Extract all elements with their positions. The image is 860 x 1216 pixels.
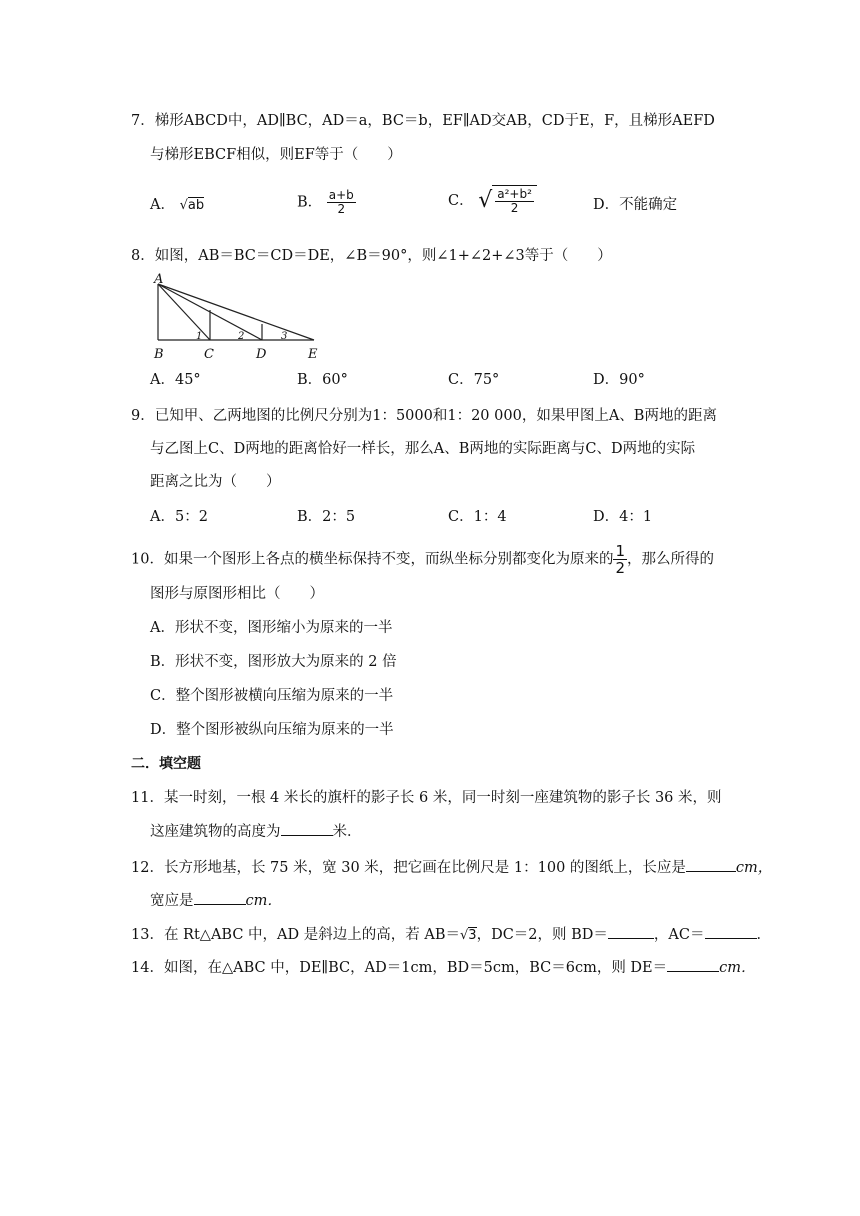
q9-option-d [593, 507, 652, 527]
q12-number: 12． [131, 860, 164, 876]
option-label: D． [593, 197, 620, 213]
q14-text-part2: cm． [719, 960, 756, 976]
q10-number: 10． [131, 551, 164, 568]
q7-option-d [593, 195, 677, 215]
q8-figure [148, 272, 328, 364]
option-label: C． [448, 193, 474, 209]
q8-line [131, 246, 612, 266]
section-title: 二．填空题 [131, 756, 201, 772]
q10-option-b [150, 652, 397, 672]
option-label: D． [593, 372, 620, 388]
q12-line1 [131, 857, 772, 878]
q10-line1 [131, 543, 714, 576]
point-label: A [154, 272, 164, 287]
q13-text-part3: ，AC＝ [653, 927, 705, 943]
q8-text: 如图，AB＝BC＝CD＝DE，∠B＝90°，则∠1+∠2+∠3等于（ ） [154, 248, 612, 264]
q7-option-b [297, 189, 356, 216]
option-content: 45° [174, 372, 201, 388]
q11-line1 [131, 788, 722, 808]
q10-option-a [150, 618, 392, 638]
q8-option-d [593, 370, 645, 390]
q7-text-line2: 与梯形EBCF相似，则EF等于（ ） [150, 147, 402, 163]
q12-text-line1a: 长方形地基，长 75 米，宽 30 米，把它画在比例尺是 1：100 的图纸上，长应是 [163, 860, 686, 876]
q7-option-c [448, 185, 537, 217]
option-label: A． [150, 620, 175, 636]
point-label: C [204, 347, 214, 362]
sqrt-expression: √ab [179, 198, 205, 213]
q14-text-part1: 如图，在△ABC 中，DE∥BC，AD＝1cm，BD＝5cm，BC＝6cm，则 DE＝ [163, 960, 668, 976]
q11-line2 [150, 821, 362, 842]
q14-number: 14． [131, 960, 164, 976]
q10-option-d [150, 720, 394, 740]
q9-text-line2: 与乙图上C、D两地的距离恰好一样长，那么A、B两地的实际距离与C、D两地的实际 [150, 441, 696, 457]
option-content: 不能确定 [619, 197, 678, 213]
option-content: 整个图形被纵向压缩为原来的一半 [176, 722, 394, 738]
answer-blank[interactable] [608, 924, 654, 939]
fraction [492, 185, 537, 217]
q7-option-a [150, 195, 204, 216]
q14-line [131, 957, 756, 978]
fraction-numerator: 1 [615, 542, 625, 560]
angle-label: 2 [238, 331, 245, 342]
point-label: E [308, 347, 318, 362]
fraction [327, 189, 356, 216]
q11-text-line1: 某一时刻，一根 4 米长的旗杆的影子长 6 米，同一时刻一座建筑物的影子长 36 米，则 [163, 790, 722, 806]
fraction-denominator: 2 [510, 201, 519, 215]
option-label: A． [150, 509, 175, 525]
q8-number: 8． [131, 248, 155, 264]
q10-text-line2: 图形与原图形相比（ ） [150, 586, 324, 602]
q9-line1 [131, 406, 717, 426]
q10-option-c [150, 686, 393, 706]
sqrt-radicand: ab [187, 198, 205, 213]
option-label: B． [297, 509, 323, 525]
q13-number: 13． [131, 927, 164, 943]
fraction [613, 543, 627, 576]
option-content: 2：5 [322, 509, 356, 525]
q13-text-part1: 在 Rt△ABC 中，AD 是斜边上的高，若 AB＝ [163, 927, 460, 943]
q13-text-part4: ． [756, 927, 771, 943]
answer-blank[interactable] [667, 957, 719, 972]
q11-number: 11． [131, 790, 164, 806]
answer-blank[interactable] [281, 821, 333, 836]
q9-text-line3: 距离之比为（ ） [150, 474, 281, 490]
option-label: C． [448, 509, 474, 525]
q12-text-line2a: 宽应是 [150, 893, 194, 909]
answer-blank[interactable] [686, 857, 736, 872]
fraction-denominator: 2 [615, 559, 625, 577]
answer-blank[interactable] [705, 924, 757, 939]
q12-line2 [150, 890, 282, 911]
option-content: 形状不变，图形缩小为原来的一半 [174, 620, 393, 636]
option-content: 75° [473, 372, 500, 388]
q9-text-line1: 已知甲、乙两地图的比例尺分别为1：5000和1：20 000，如果甲图上A、B两地的距离 [154, 408, 717, 424]
option-label: D． [593, 509, 620, 525]
option-content: 形状不变，图形放大为原来的 2 倍 [175, 654, 397, 670]
option-label: B． [150, 654, 176, 670]
q8-option-c [448, 370, 499, 390]
option-content: 60° [322, 372, 348, 388]
answer-blank[interactable] [194, 890, 246, 905]
option-label: D． [150, 722, 177, 738]
q11-text-line2a: 这座建筑物的高度为 [150, 824, 281, 840]
sqrt-sign-icon: √ [478, 188, 493, 213]
q11-text-line2b: 米． [332, 824, 362, 840]
sqrt-radicand: 3 [468, 928, 477, 943]
q8-option-a [150, 370, 201, 390]
q13-text-part2: ，DC＝2，则 BD＝ [476, 927, 608, 943]
q9-option-a [150, 507, 208, 527]
q7-line1 [131, 111, 715, 131]
option-label: C． [448, 372, 474, 388]
angle-label: 1 [196, 331, 203, 342]
q9-number: 9． [131, 408, 155, 424]
q13-line [131, 924, 771, 946]
q10-text-line1b: ，那么所得的 [627, 551, 714, 568]
fraction-denominator: 2 [337, 202, 346, 216]
option-content: 90° [619, 372, 645, 388]
q7-text-line1: 梯形ABCD中，AD∥BC，AD＝a，BC＝b，EF∥AD交AB，CD于E，F，且梯形AEFD [154, 113, 715, 129]
q7-number: 7． [131, 113, 155, 129]
q8-option-b [297, 370, 348, 390]
q9-option-c [448, 507, 507, 527]
option-label: C． [150, 688, 176, 704]
angle-label: 3 [281, 331, 288, 342]
option-label: B． [297, 194, 323, 211]
option-label: A． [150, 372, 175, 388]
q9-option-b [297, 507, 355, 527]
option-label: A． [150, 197, 175, 213]
point-label: D [256, 347, 267, 362]
option-content: 1：4 [473, 509, 507, 525]
fraction-numerator: a²+b² [497, 187, 532, 201]
sqrt-expression: √3 [460, 928, 477, 943]
option-label: B． [297, 372, 323, 388]
option-content: 4：1 [619, 509, 653, 525]
q12-text-line1b: cm， [735, 860, 773, 876]
option-content: 5：2 [174, 509, 208, 525]
point-label: B [154, 347, 164, 362]
option-content: 整个图形被横向压缩为原来的一半 [175, 688, 394, 704]
q10-text-line1a: 如果一个图形上各点的横坐标保持不变，而纵坐标分别都变化为原来的 [163, 551, 614, 568]
fraction-numerator: a+b [328, 188, 354, 202]
q12-text-line2b: cm． [245, 893, 282, 909]
